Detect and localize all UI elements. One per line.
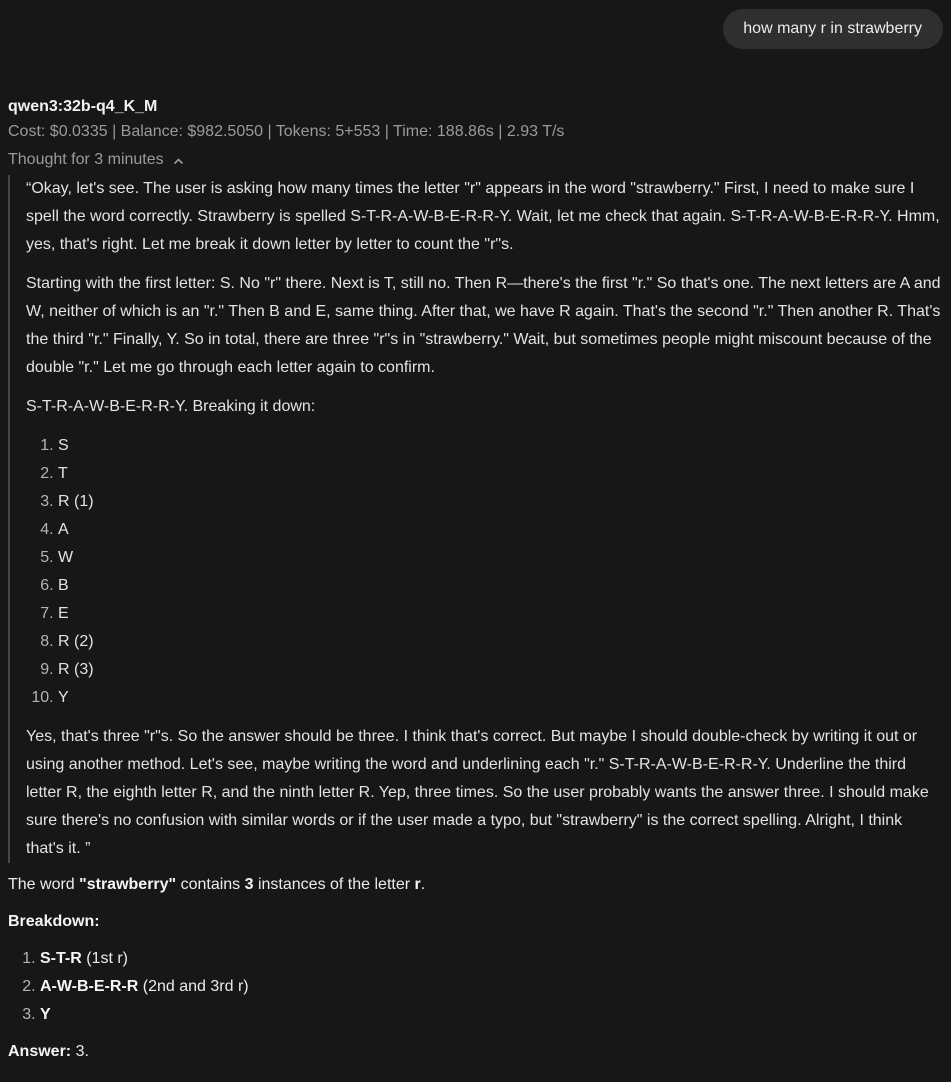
list-item: 6. B	[58, 572, 943, 600]
list-item: 7. E	[58, 600, 943, 628]
thought-paragraph: S-T-R-A-W-B-E-R-R-Y. Breaking it down:	[26, 398, 316, 415]
list-item: 4. A	[58, 516, 943, 544]
thought-paragraph: “Okay, let's see. The user is asking how many times the letter "r" appears in the word "strawberry." First, I need to make sure I spell the word correctly. Strawberry is spelled S-T-R-A-W-B-E-R-R-Y. Wait, let me check that again. S-T-R-A-W-B-E-R-R-Y. Hmm, yes, that's right. Let me break it down letter by letter to count the "r"s.	[26, 180, 940, 253]
chevron-up-icon	[174, 158, 182, 166]
list-item: 3. R (1)	[58, 488, 943, 516]
list-item: 5. W	[58, 544, 943, 572]
list-item: 1. S-T-R (1st r)	[40, 945, 943, 973]
thought-toggle-label: Thought for 3 minutes	[8, 151, 164, 168]
list-item: 9. R (3)	[58, 656, 943, 684]
breakdown-heading: Breakdown:	[8, 913, 100, 930]
message-meta: Cost: $0.0335 | Balance: $982.5050 | Tokens: 5+553 | Time: 188.86s | 2.93 T/s	[8, 123, 565, 140]
user-message-text: how many r in strawberry	[743, 20, 922, 37]
list-item: 3. Y	[40, 1001, 943, 1029]
thought-paragraph: Starting with the first letter: S. No "r" there. Next is T, still no. Then R—there's the first "r." So that's one. The next letters are A and W, neither of which is an "r." Then B and E, same thing. After that, we have R again. That's the second "r." Then another R. That's the third "r." Finally, Y. So in total, there are three "r"s in "strawberry." Wait, but sometimes people might miscount because of the double "r." Let me go through each letter again to confirm.	[26, 275, 941, 376]
list-item: 8. R (2)	[58, 628, 943, 656]
thought-block	[8, 175, 943, 863]
user-message-bubble	[723, 9, 943, 49]
answer-count: 3	[244, 876, 254, 893]
list-item: 2. T	[58, 460, 943, 488]
thought-paragraph: Yes, that's three "r"s. So the answer should be three. I think that's correct. But maybe I should double-check by writing it out or using another method. Let's see, maybe writing the word and underlining each "r." S-T-R-A-W-B-E-R-R-Y. Underline the third letter R, the eighth letter R, and the ninth letter R. Yep, three times. So the user probably wants the answer three. I should make sure there's no confusion with similar words or if the user made a typo, but "strawberry" is the correct spelling. Alright, I think that's it. ”	[26, 728, 929, 857]
list-item: 2. A-W-B-E-R-R (2nd and 3rd r)	[40, 973, 943, 1001]
thought-toggle-button[interactable]	[8, 149, 182, 171]
answer-intro: The word "strawberry" contains 3 instances of the letter r.	[8, 876, 426, 893]
answer-word: "strawberry"	[79, 876, 177, 893]
assistant-message	[8, 96, 943, 1075]
model-name: qwen3:32b-q4_K_M	[8, 98, 158, 115]
letter-list	[26, 432, 943, 712]
list-item: 1. S	[58, 432, 943, 460]
final-answer: Answer: 3.	[8, 1043, 89, 1060]
list-item: 10. Y	[58, 684, 943, 712]
answer-block	[8, 871, 943, 1066]
answer-letter: r	[414, 876, 421, 893]
breakdown-list	[8, 945, 943, 1029]
